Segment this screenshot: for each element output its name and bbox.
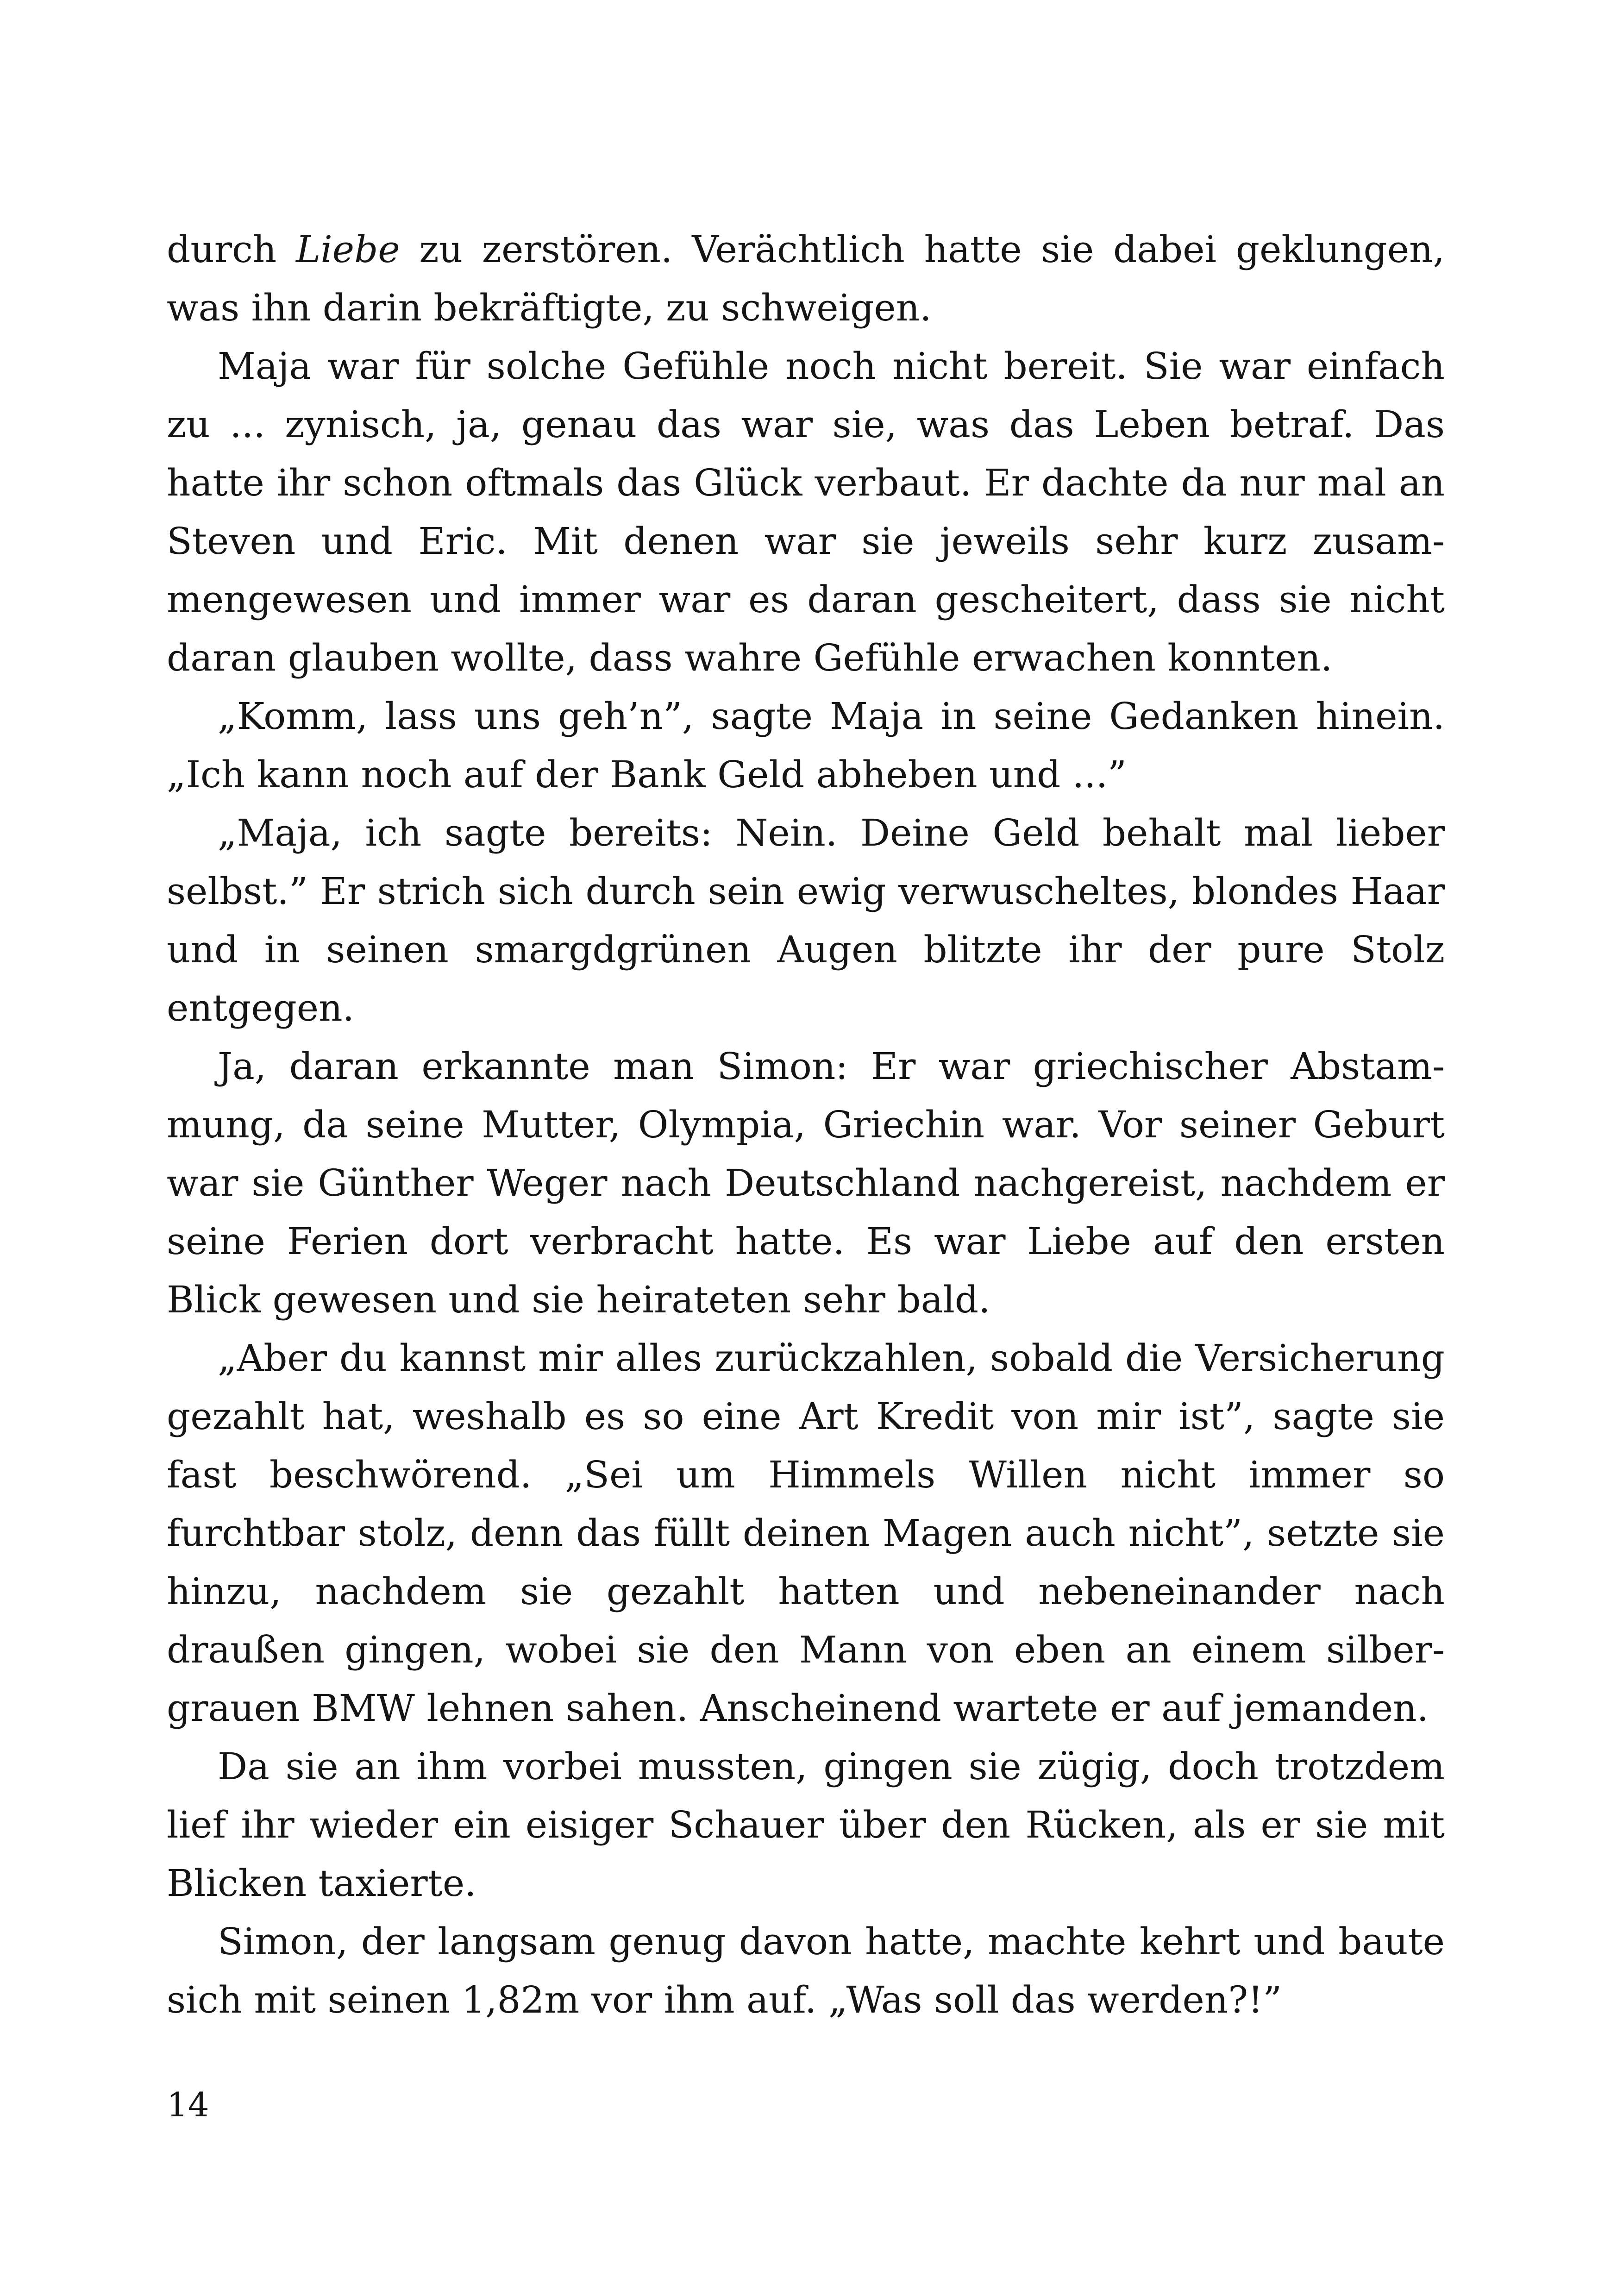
page-number: 14 (167, 2085, 209, 2124)
paragraph-5: Ja, daran erkannte man Simon: Er war griechischer Abstammung, da seine Mutter, Olympia, Griechin war. Vor seiner Geburt war sie Günther Weger nach Deutschland nachgereist, nachdem er seine Ferien dort verbracht hatte. Es war Liebe auf den ersten Blick gewesen und sie heirateten sehr bald. (167, 1045, 1445, 1321)
paragraph-6: „Aber du kannst mir alles zurückzahlen, sobald die Versicherung gezahlt hat, weshalb es so eine Art Kredit von mir ist”, sagte sie fast beschwörend. „Sei um Himmels Willen nicht immer so furchtbar stolz, denn das füllt deinen Magen auch nicht”, setzte sie hinzu, nachdem sie gezahlt hatten und nebeneinander nach draußen gingen, wobei sie den Mann von eben an einem silbergrauen BMW lehnen sahen. Anscheinend wartete er auf jemanden. (167, 1336, 1445, 1730)
paragraph-1 (167, 220, 1445, 337)
body-text (167, 220, 1445, 2029)
paragraph-3: „Komm, lass uns geh’n”, sagte Maja in seine Gedanken hinein. „Ich kann noch auf der Bank Geld abheben und ...” (167, 695, 1445, 796)
paragraph-1-start: durch (167, 228, 296, 271)
paragraph-8: Simon, der langsam genug davon hatte, machte kehrt und baute sich mit seinen 1,82m vor ihm auf. „Was soll das werden?!” (167, 1920, 1445, 2021)
paragraph-4: „Maja, ich sagte bereits: Nein. Deine Geld behalt mal lieber selbst.” Er strich sich durch sein ewig verwuscheltes, blondes Haar und in seinen smargdgrünen Augen blitzte ihr der pure Stolz entgegen. (167, 811, 1445, 1029)
emphasized-word: Liebe (296, 228, 400, 271)
paragraph-1-rest: zu zerstören. Verächtlich hatte sie dabei geklungen, was ihn darin bekräftigte, zu schweigen. (167, 228, 1445, 329)
paragraph-2: Maja war für solche Gefühle noch nicht bereit. Sie war einfach zu ... zynisch, ja, genau das war sie, was das Leben betraf. Das hatte ihr schon oftmals das Glück verbaut. Er dachte da nur mal an Steven und Eric. Mit denen war sie jeweils sehr kurz zusammengewesen und immer war es daran gescheitert, dass sie nicht daran glauben wollte, dass wahre Gefühle erwachen konnten. (167, 345, 1445, 679)
paragraph-7: Da sie an ihm vorbei mussten, gingen sie zügig, doch trotzdem lief ihr wieder ein eisiger Schauer über den Rücken, als er sie mit Blicken taxierte. (167, 1745, 1445, 1905)
